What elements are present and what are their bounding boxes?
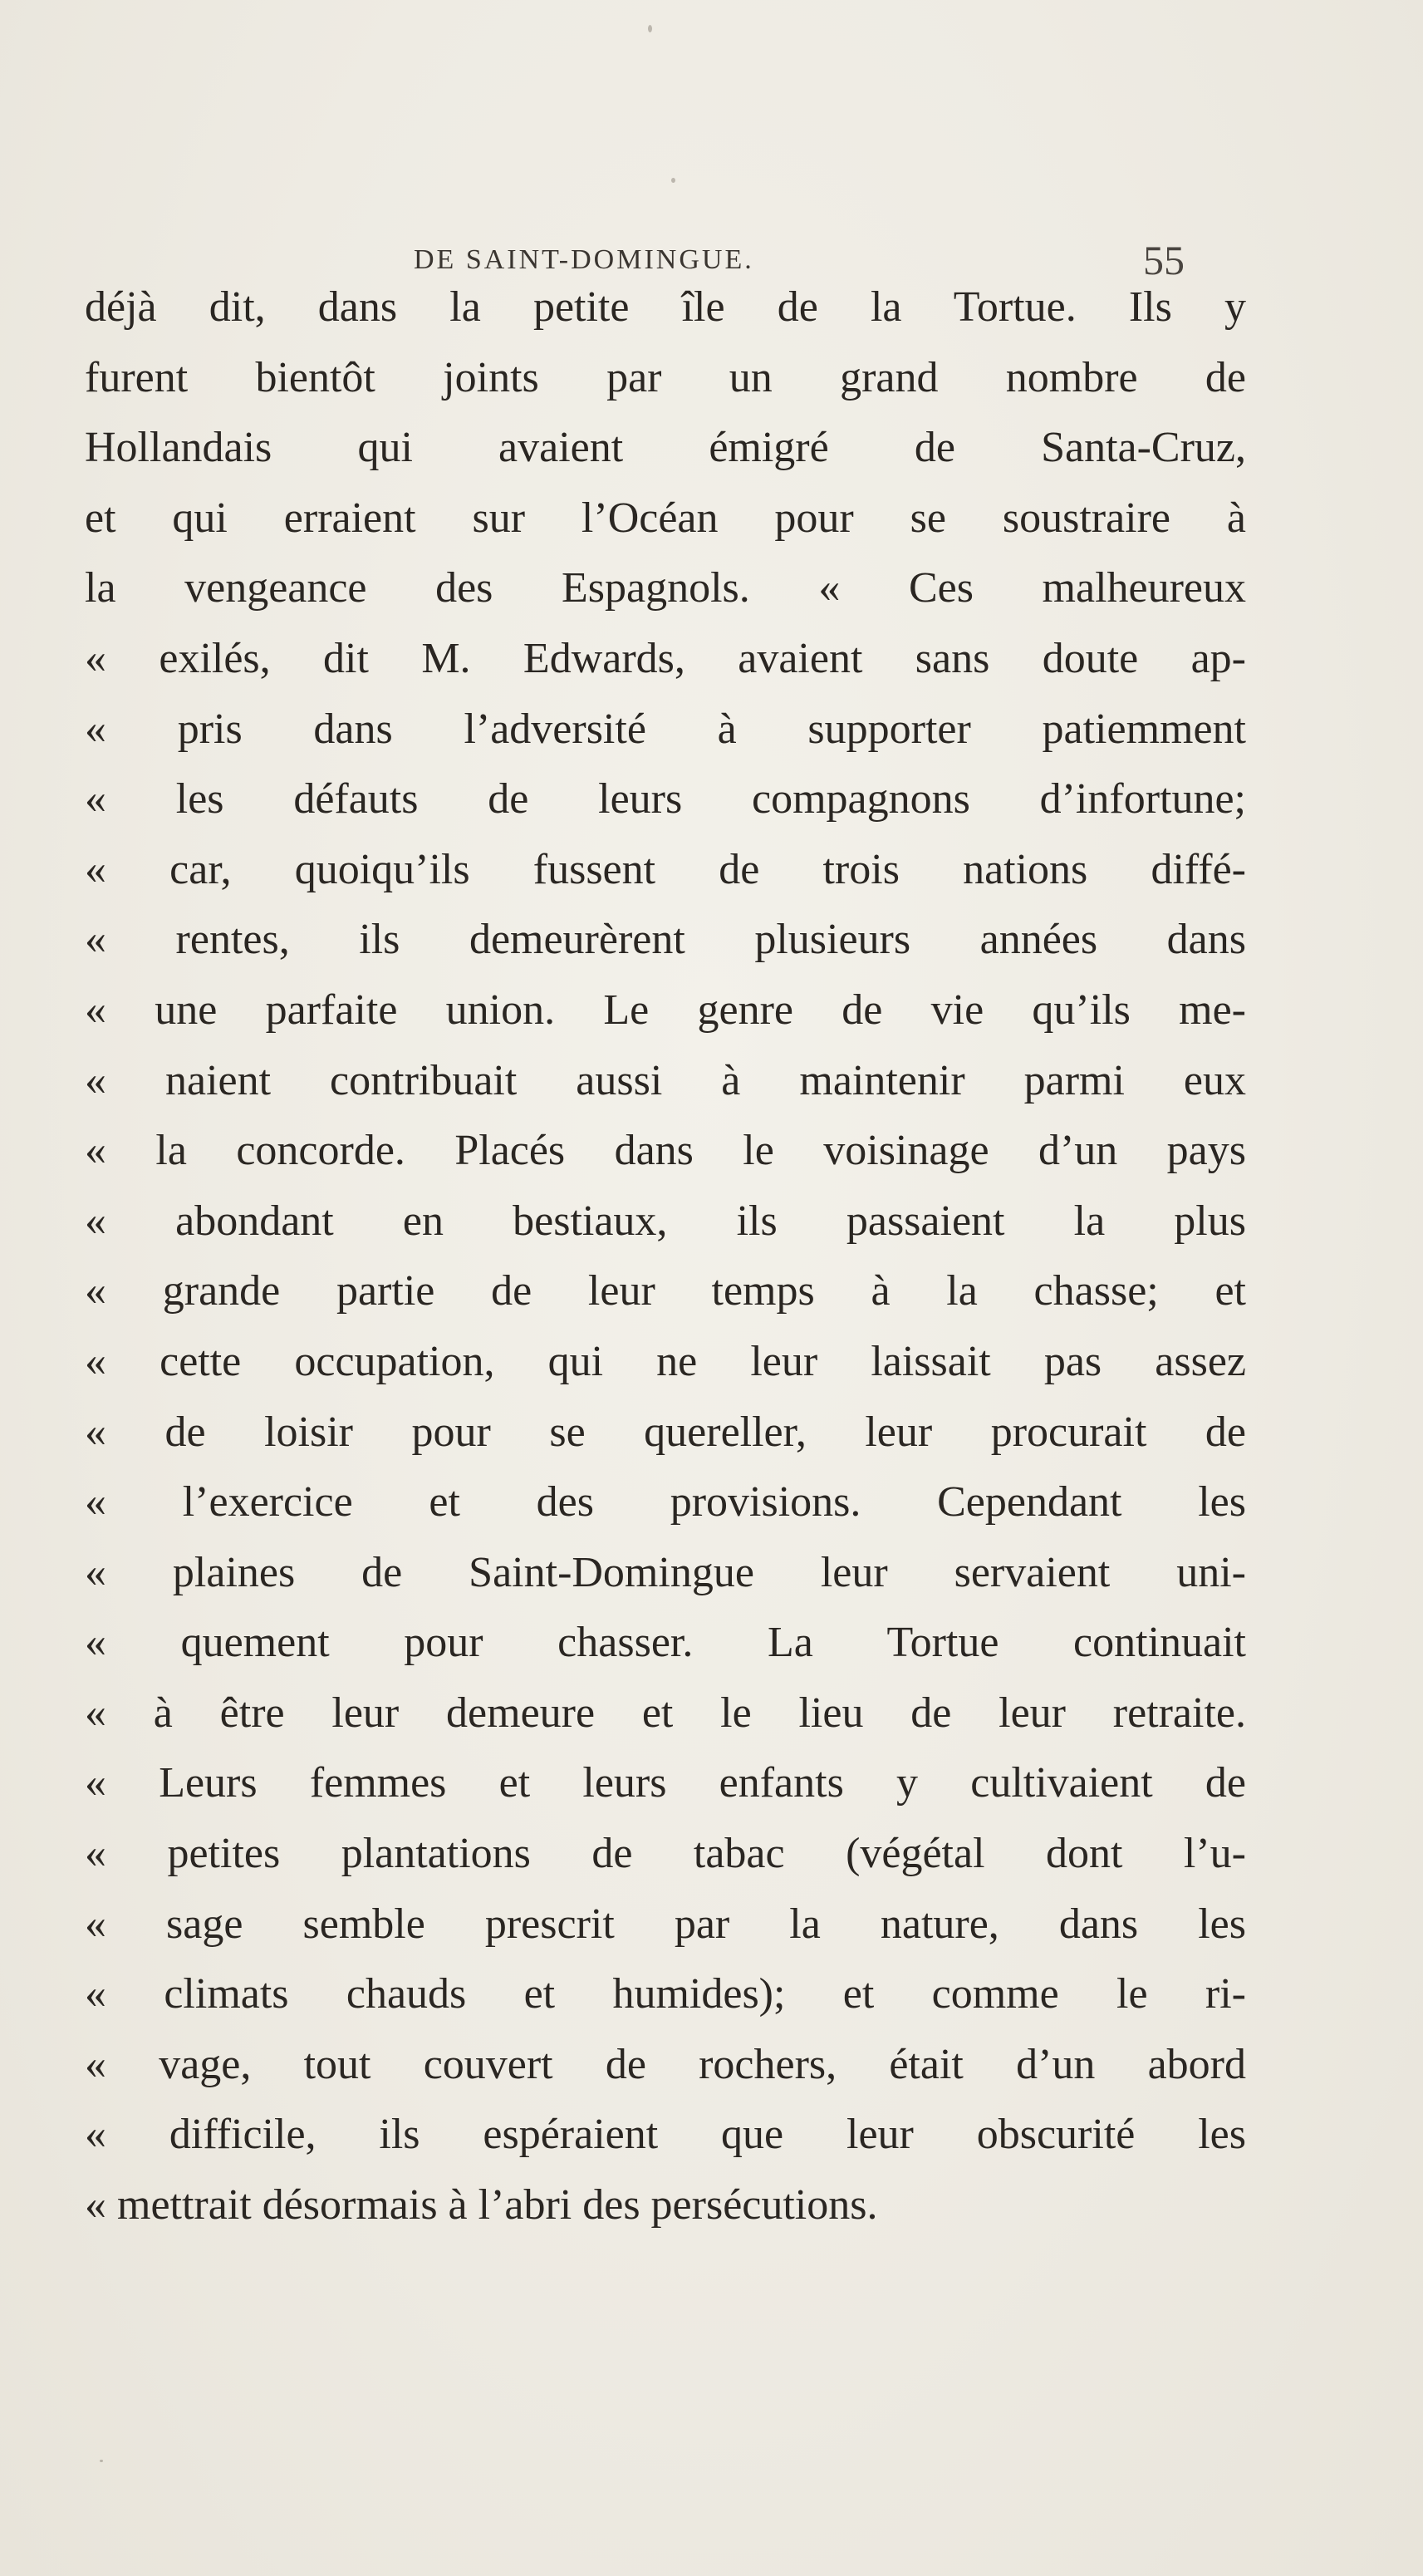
text-line: « abondant en bestiaux, ils passaient la plus [85,1197,1246,1245]
text-line: « mettrait désormais à l’abri des persécutions. [85,2181,878,2229]
text-line: déjà dit, dans la petite île de la Tortue. Ils y [85,283,1246,331]
text-line: « l’exercice et des provisions. Cependant les [85,1478,1246,1526]
paper-speck [100,2460,103,2462]
text-line: « pris dans l’adversité à supporter patiemment [85,705,1246,753]
text-line: « de loisir pour se quereller, leur procurait de [85,1408,1246,1456]
text-line: « les défauts de leurs compagnons d’infortune; [85,775,1246,823]
text-line: « cette occupation, qui ne leur laissait pas assez [85,1337,1246,1385]
text-line: « à être leur demeure et le lieu de leur retraite. [85,1689,1246,1737]
text-line: « quement pour chasser. La Tortue continuait [85,1619,1246,1667]
text-line: furent bientôt joints par un grand nombre de [85,353,1246,401]
text-line: « plaines de Saint-Domingue leur servaient uni- [85,1548,1246,1596]
running-title: DE SAINT-DOMINGUE. [414,244,754,275]
text-line: la vengeance des Espagnols. « Ces malheureux [85,564,1246,612]
text-line: « une parfaite union. Le genre de vie qu’ils me- [85,986,1246,1034]
paper-speck [648,25,652,32]
body-text [85,273,1246,2241]
text-line: « exilés, dit M. Edwards, avaient sans doute ap- [85,634,1246,682]
text-line: « difficile, ils espéraient que leur obscurité les [85,2111,1246,2159]
text-line: et qui erraient sur l’Océan pour se soustraire à [85,494,1246,542]
text-line: « la concorde. Placés dans le voisinage d’un pays [85,1127,1246,1175]
text-line: « vage, tout couvert de rochers, était d’un abord [85,2040,1246,2088]
text-line: « naient contribuait aussi à maintenir parmi eux [85,1056,1246,1104]
text-line: « petites plantations de tabac (végétal dont l’u- [85,1830,1246,1878]
text-line: « rentes, ils demeurèrent plusieurs années dans [85,916,1246,964]
text-line: « car, quoiqu’ils fussent de trois nations diffé- [85,845,1246,893]
paper-speck [671,178,675,183]
text-line: « climats chauds et humides); et comme le ri- [85,1970,1246,2018]
page-number: 55 [1143,237,1185,283]
text-line: « grande partie de leur temps à la chasse; et [85,1267,1246,1315]
text-line: « sage semble prescrit par la nature, dans les [85,1900,1246,1948]
text-line: Hollandais qui avaient émigré de Santa-Cruz, [85,424,1246,472]
text-line: « Leurs femmes et leurs enfants y cultivaient de [85,1759,1246,1807]
